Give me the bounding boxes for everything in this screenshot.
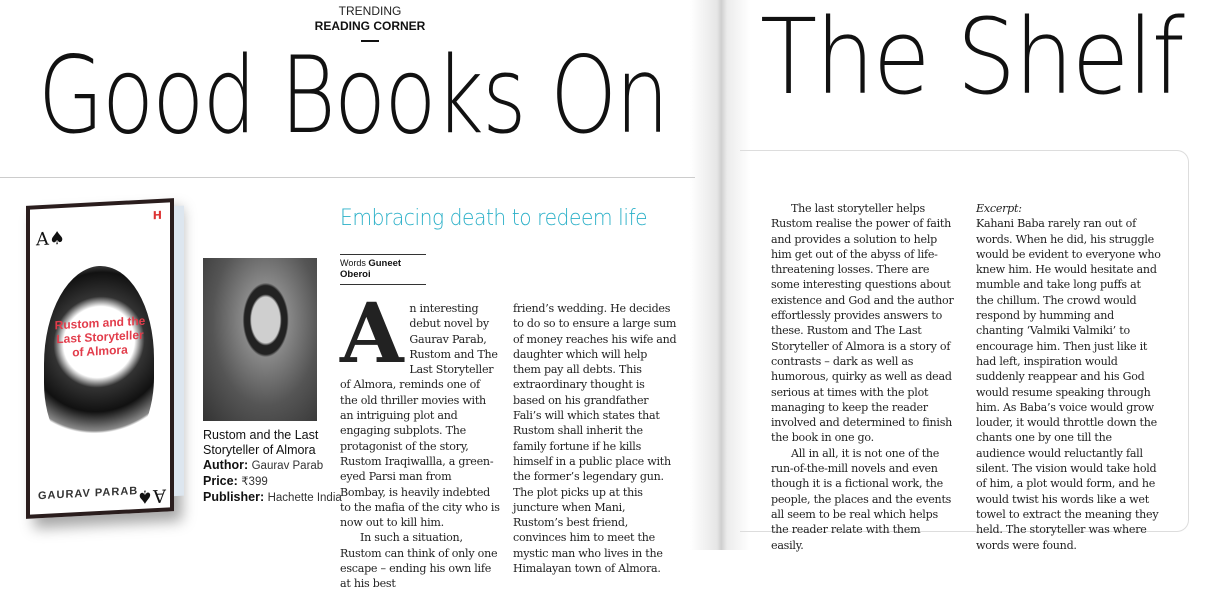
article-subtitle: Embracing death to redeem life [340,206,648,231]
publisher-label: Publisher: [203,490,265,504]
ink-splatter-artwork [44,263,154,459]
byline-name: Guneet Oberoi [340,258,402,280]
article-column-4 [976,201,1161,553]
drop-cap: A [340,286,404,382]
author-photo [203,258,317,421]
book-cover [26,198,174,519]
cover-title: Rustom and the Last Storyteller of Almora [54,313,146,360]
column-name: READING CORNER [314,19,426,33]
book-info [203,428,342,506]
ace-of-spades-icon: A♠ [36,227,66,251]
headline-left: Good Books On [38,34,668,157]
byline [340,254,426,285]
paragraph: All in all, it is not one of the run-of-the-mill novels and even though it is a fictional work, the people, the places and the events all seem to be real which helps the reader relate with them easily. [771,446,952,552]
headline-right: The Shelf [760,0,1183,118]
price-label: Price: [203,474,238,488]
paragraph: friend’s wedding. He decides to do so to ensure a large sum of money reaches his wife and daughter which will help them pay all debts. This extraordinary thought is based on his grandfather Fali’s will which states that Rustom shall inherit the family fortune if he kills himself in a public place with the former’s legendary gun. The plot picks up at this juncture when Mani, Rustom’s best friend, convinces him to meet the mystic man who lives in the Himalayan town of Almora. [513,302,677,576]
article-column-1 [340,286,500,592]
byline-label: Words [340,258,366,268]
section-name: TRENDING [338,4,402,18]
author-label: Author: [203,458,249,472]
author-value: Gaurav Parab [251,460,324,472]
excerpt-label: Excerpt: [976,202,1022,215]
book-spine [174,206,184,497]
publisher-logo-icon: H [152,208,162,223]
excerpt-text: Kahani Baba rarely ran out of words. When he did, his struggle would be evident to everyone who knew him. He would hesitate and mumble and take long puffs at the chillum. The crowd would respond by humming and chanting ‘Valmiki Valmiki’ to encourage him. Then just like it had left, inspiration would suddenly reappear and his God would resume speaking through him. As Baba’s voice would grow louder, it would throttle down the chants one by one till the audience would reluctantly fall silent. The vision would take hold of him, a plot would form, and he would twist his words like a wet towel to extract the meaning they held. The storyteller was where words were found. [976,217,1161,552]
article-column-2 [513,301,678,576]
paragraph: n interesting debut novel by Gaurav Parab, Rustom and The Last Storyteller of Almora, reminds one of the old thriller movies with an intriguing plot and engaging subplots. The protagonist of the story, Rustom Iraqiwallla, a green-eyed Parsi man from Bombay, is heavily indebted to the mafia of the city who is now out to kill him. [340,302,500,530]
publisher-value: Hachette India [267,492,342,504]
ace-of-spades-icon: A♠ [136,484,166,508]
paragraph: The last storyteller helps Rustom realise the power of faith and provides a solution to help him get out of the abyss of life-threatening losses. There are some interesting questions about existence and God and the author effortlessly provides answers to these. Rustom and The Last Storyteller of Almora is a story of contrasts – dark as well as humorous, quirky as well as dead serious at times with the plot managing to keep the reader involved and determined to finish the book in one go. [771,202,954,445]
cover-author: GAURAV PARAB [38,484,139,503]
price-value: ₹399 [241,476,268,488]
paragraph: In such a situation, Rustom can think of only one escape – ending his own life at his best [340,531,498,591]
article-column-3 [771,201,956,553]
book-title: Rustom and the Last Storyteller of Almora [203,428,319,457]
